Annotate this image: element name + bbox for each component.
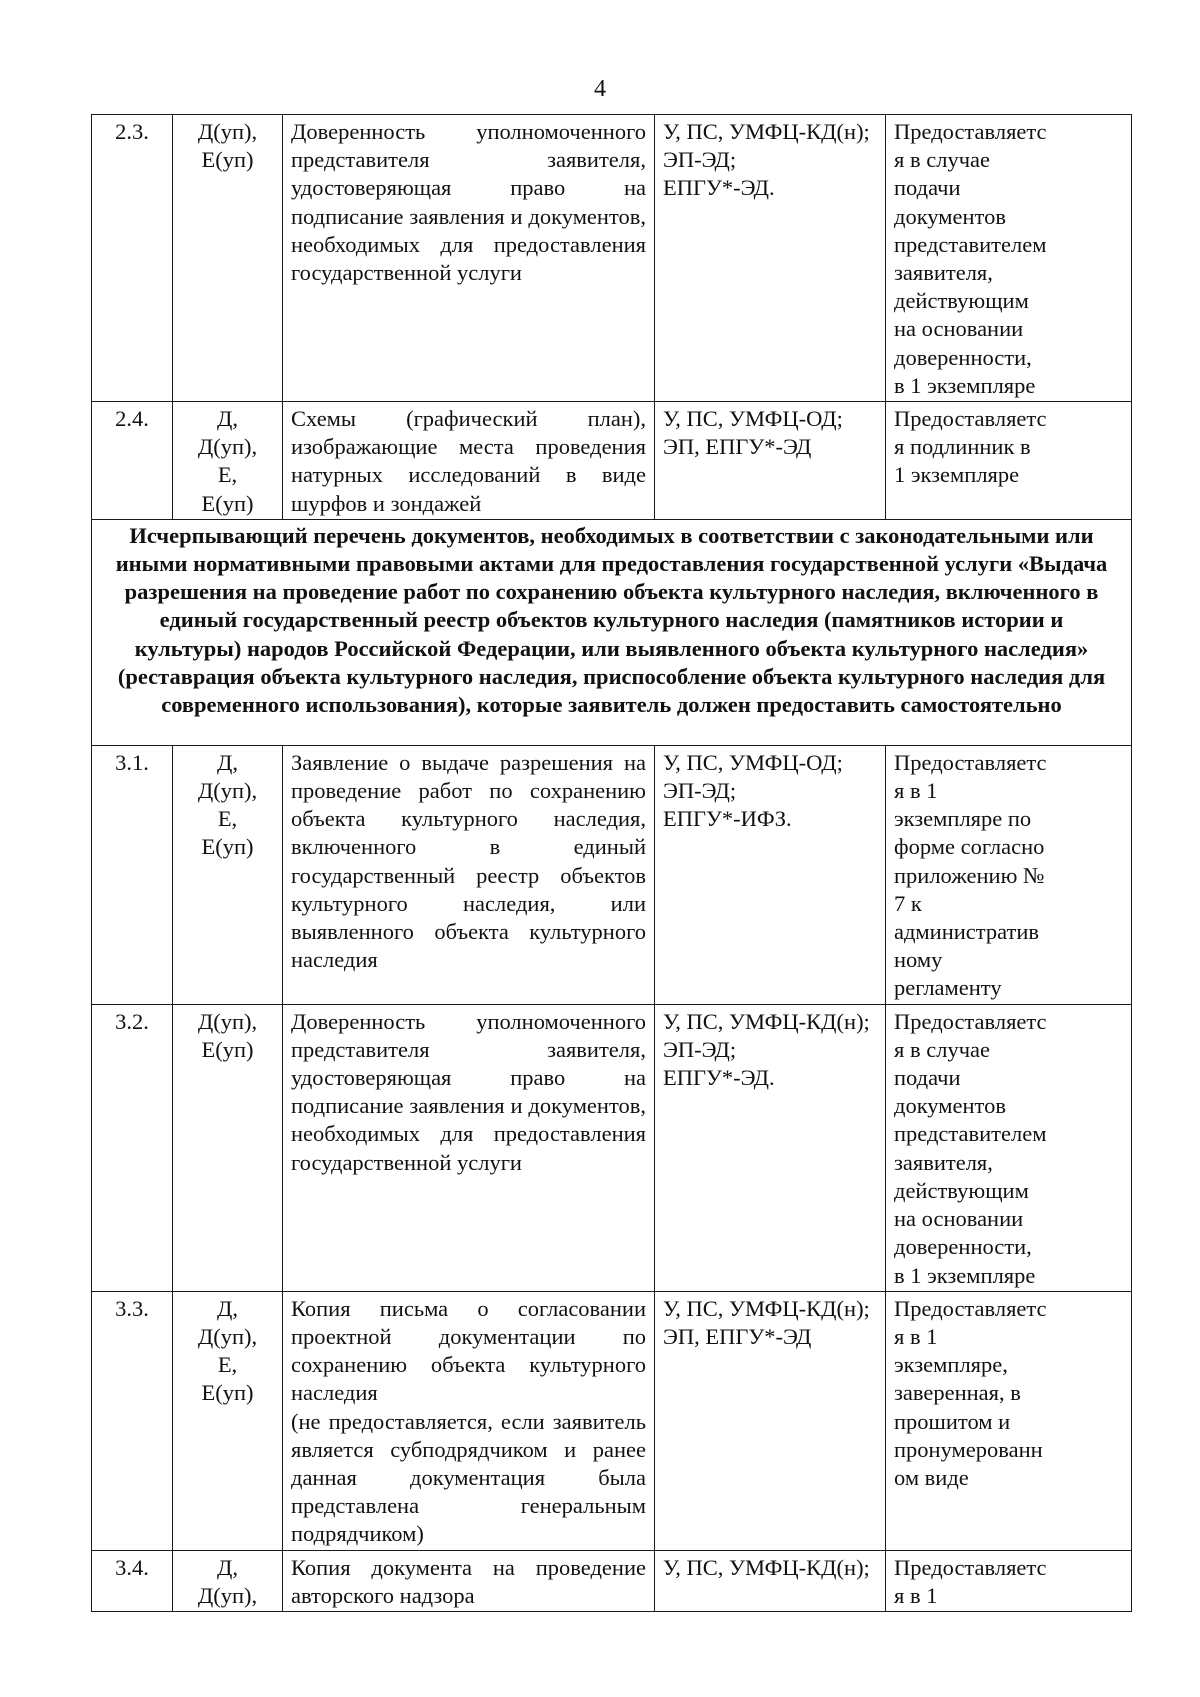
document-description: Копия документа на проведение авторского надзора <box>283 1550 655 1611</box>
row-number: 3.4. <box>92 1550 173 1611</box>
document-description: Схемы (графический план), изображающие места проведения натурных исследований в виде шурфов и зондажей <box>283 402 655 520</box>
row-number: 3.3. <box>92 1291 173 1550</box>
submission-methods: У, ПС, УМФЦ-КД(н); ЭП, ЕПГУ*-ЭД <box>655 1291 886 1550</box>
applicant-categories: Д, Д(уп), <box>173 1550 283 1611</box>
table-row-2-3 <box>92 115 1132 402</box>
table-row-3-3 <box>92 1291 1132 1550</box>
table-row-3-1 <box>92 745 1132 1004</box>
page-number: 4 <box>594 76 606 102</box>
document-description: Доверенность уполномоченного представителя заявителя, удостоверяющая право на подписание заявления и документов, необходимых для предоставления государственной услуги <box>283 1004 655 1291</box>
document-note: Предоставляетс я подлинник в 1 экземпляре <box>886 402 1132 520</box>
table-row-2-4 <box>92 402 1132 520</box>
applicant-categories: Д, Д(уп), Е, Е(уп) <box>173 1291 283 1550</box>
submission-methods: У, ПС, УМФЦ-КД(н); ЭП-ЭД; ЕПГУ*-ЭД. <box>655 115 886 402</box>
applicant-categories: Д, Д(уп), Е, Е(уп) <box>173 745 283 1004</box>
documents-table <box>91 114 1132 1612</box>
row-number: 2.3. <box>92 115 173 402</box>
document-note: Предоставляетс я в случае подачи документов представителем заявителя, действующим на основании доверенности, в 1 экземпляре <box>886 1004 1132 1291</box>
document-description: Доверенность уполномоченного представителя заявителя, удостоверяющая право на подписание заявления и документов, необходимых для предоставления государственной услуги <box>283 115 655 402</box>
submission-methods: У, ПС, УМФЦ-КД(н); <box>655 1550 886 1611</box>
applicant-categories: Д, Д(уп), Е, Е(уп) <box>173 402 283 520</box>
document-description: Заявление о выдаче разрешения на проведение работ по сохранению объекта культурного наследия, включенного в единый государственный реестр объектов культурного наследия, или выявленного объекта культурного наследия <box>283 745 655 1004</box>
section-header-row <box>92 519 1132 745</box>
document-description: Копия письма о согласовании проектной документации по сохранению объекта культурного наследия (не предоставляется, если заявитель является субподрядчиком и ранее данная документация была представлена генеральным подрядчиком) <box>283 1291 655 1550</box>
document-note: Предоставляетс я в 1 экземпляре, заверенная, в прошитом и пронумерованн ом виде <box>886 1291 1132 1550</box>
document-note: Предоставляетс я в 1 экземпляре по форме согласно приложению № 7 к административ ному регламенту <box>886 745 1132 1004</box>
table-row-3-2 <box>92 1004 1132 1291</box>
row-number: 3.1. <box>92 745 173 1004</box>
table-row-3-4 <box>92 1550 1132 1611</box>
submission-methods: У, ПС, УМФЦ-ОД; ЭП-ЭД; ЕПГУ*-ИФЗ. <box>655 745 886 1004</box>
document-note: Предоставляетс я в случае подачи документов представителем заявителя, действующим на основании доверенности, в 1 экземпляре <box>886 115 1132 402</box>
submission-methods: У, ПС, УМФЦ-ОД; ЭП, ЕПГУ*-ЭД <box>655 402 886 520</box>
document-note: Предоставляетс я в 1 <box>886 1550 1132 1611</box>
row-number: 2.4. <box>92 402 173 520</box>
applicant-categories: Д(уп), Е(уп) <box>173 115 283 402</box>
submission-methods: У, ПС, УМФЦ-КД(н); ЭП-ЭД; ЕПГУ*-ЭД. <box>655 1004 886 1291</box>
section-header: Исчерпывающий перечень документов, необходимых в соответствии с законодательными или иными нормативными правовыми актами для предоставления государственной услуги «Выдача разрешения на проведение работ по сохранению объекта культурного наследия, включенного в единый государственный реестр объектов культурного наследия (памятников истории и культуры) народов Российской Федерации, или выявленного объекта культурного наследия» (реставрация объекта культурного наследия, приспособление объекта культурного наследия для современного использования), которые заявитель должен предоставить самостоятельно <box>92 519 1132 745</box>
applicant-categories: Д(уп), Е(уп) <box>173 1004 283 1291</box>
row-number: 3.2. <box>92 1004 173 1291</box>
